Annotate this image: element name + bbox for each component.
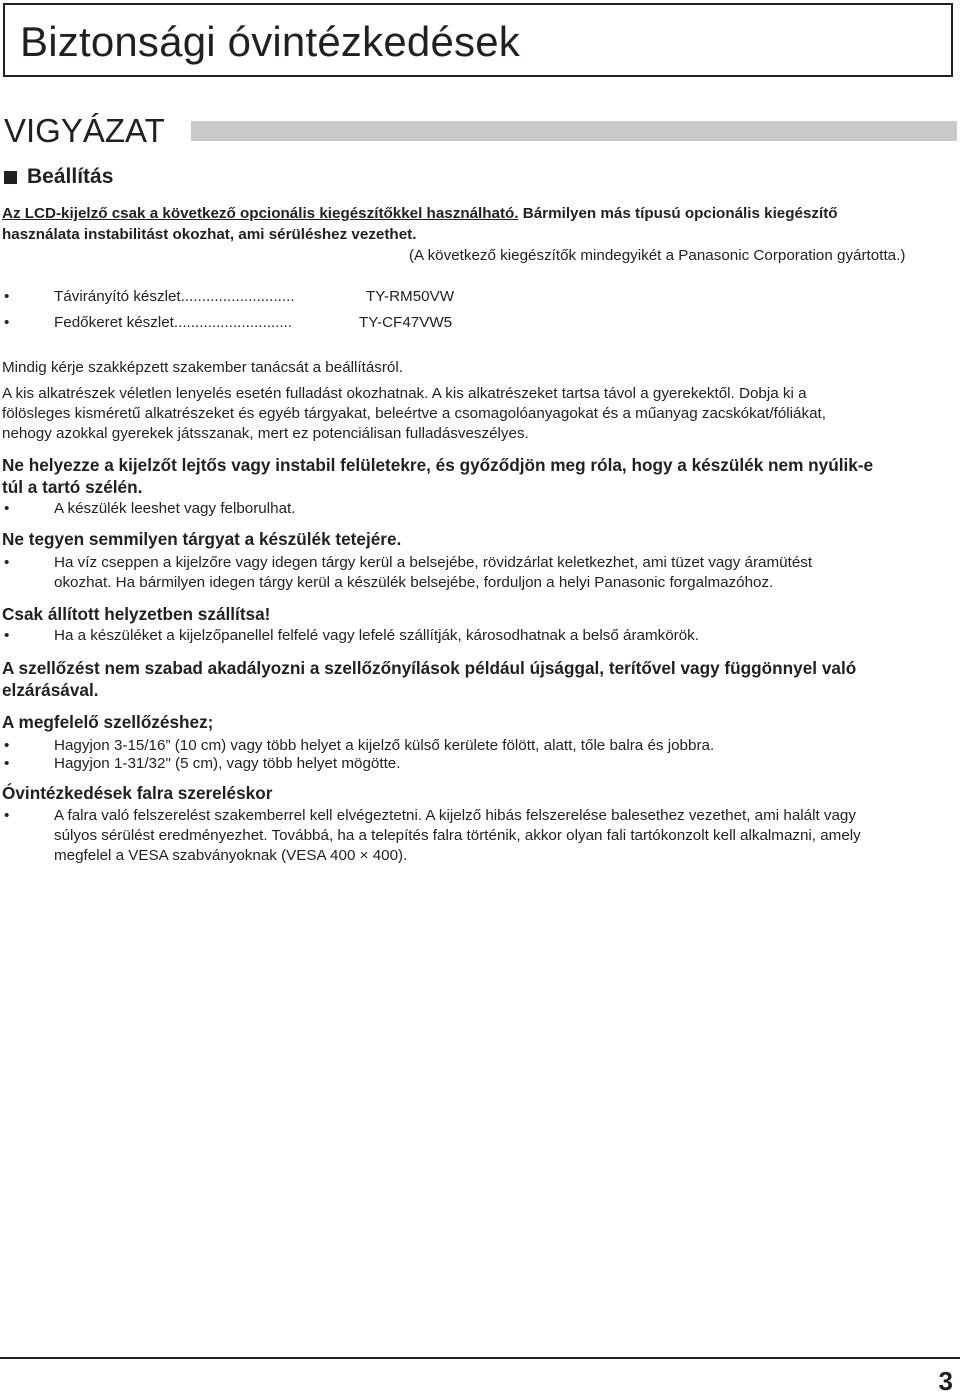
slope-heading-line-1: Ne helyezze a kijelzőt lejtős vagy instabil felületekre, és győződjön meg róla, hogy a készülék nem nyúlik-e [2,455,874,475]
small-parts-line-3: nehogy azokkal gyerekek játsszanak, mert ez potenciálisan fulladásveszélyes. [2,425,529,442]
vent-bullet-text: Hagyjon 3-15/16” (10 cm) vagy több helyet a kijelző külső kerülete fölött, alatt, tőle balra és jobbra. [54,737,715,754]
wall-bullet [4,805,856,826]
bullet: • [4,288,10,305]
wall-bullet-line-2: súlyos sérülést eredményezhet. Továbbá, ha a telepítés falra történik, akkor olyan fali tartókonzolt kell alkalmazni, amely [54,827,861,844]
slope-bullet [4,498,296,519]
bullet: • [4,807,10,824]
intro-underlined: Az LCD-kijelző csak a következő opcionális kiegészítőkkel használható. [2,205,519,222]
warning-heading: VIGYÁZAT [4,112,165,149]
accessory-model: TY-CF47VW5 [359,314,453,331]
objects-bullet-line-1: Ha víz cseppen a kijelzőre vagy idegen tárgy kerül a belsejébe, rövidzárlat keletkezhet, ami tüzet vagy áramütést [54,554,813,571]
accessory-dots: ........................... [180,288,295,305]
vent-heading-line-2: elzárásával. [2,680,99,700]
transport-bullet-text: Ha a készüléket a kijelzőpanellel felfelé vagy lefelé szállítják, károsodhatnak a belső áramkörök. [54,627,699,644]
objects-bullet [4,552,813,573]
accessory-model: TY-RM50VW [366,288,455,305]
transport-heading: Csak állított helyzetben szállítsa! [2,604,271,624]
consult-paragraph: Mindig kérje szakképzett szakember tanácsát a beállításról. [2,359,403,376]
wall-bullet-line-1: A falra való felszerelést szakemberrel kell elvégeztetni. A kijelző hibás felszerelése balesethez vezethet, ami halált vagy [54,807,856,824]
slope-heading-line-2: túl a tartó szélén. [2,477,143,497]
intro-line-2: használata instabilitást okozhat, ami sérüléshez vezethet. [2,226,417,243]
objects-bullet-line-2: okozhat. Ha bármilyen idegen tárgy kerül a készülék belsejébe, forduljon a helyi Panasonic forgalmazóhoz. [54,574,774,591]
bullet: • [4,755,10,772]
intro-bold: Bármilyen más típusú opcionális kiegészítő [518,205,838,222]
bullet: • [4,500,10,517]
title-box [3,3,953,77]
wall-heading: Óvintézkedések falra szereléskor [2,783,273,803]
small-parts-line-2: fölösleges kisméretű alkatrészeket és egyéb tárgyakat, beleértve a csomagolóanyagokat és a műanyag zacskókat/fóliákat, [2,405,826,422]
small-parts-line-1: A kis alkatrészek véletlen lenyelés esetén fulladást okozhatnak. A kis alkatrészeket tartsa távol a gyerekektől. Dobja ki a [2,385,807,402]
intro-note: (A következő kiegészítők mindegyikét a Panasonic Corporation gyártotta.) [409,247,906,264]
vent-bullet-text: Hagyjon 1-31/32" (5 cm), vagy több helyet mögötte. [54,755,401,772]
bullet: • [4,314,10,331]
section-heading [4,163,113,191]
accessory-name: Fedőkeret készlet [54,314,174,331]
vent-bullet [4,753,401,774]
page-title: Biztonsági óvintézkedések [20,18,520,65]
footer-rule [0,1357,960,1359]
accessory-name: Távirányító készlet [54,288,181,305]
page-number: 3 [938,1366,953,1396]
square-bullet-icon [4,171,17,184]
transport-bullet [4,625,699,646]
bullet: • [4,554,10,571]
warning-bar [191,121,957,141]
accessory-dots: ............................ [173,314,293,331]
vent-heading-line-1: A szellőzést nem szabad akadályozni a szellőzőnyílások például újsággal, terítővel vagy függönnyel való [2,658,857,678]
section-title: Beállítás [27,165,114,188]
proper-vent-heading: A megfelelő szellőzéshez; [2,712,214,732]
slope-bullet-text: A készülék leeshet vagy felborulhat. [54,500,296,517]
bullet: • [4,737,10,754]
bullet: • [4,627,10,644]
wall-bullet-line-3: megfelel a VESA szabványoknak (VESA 400 × 400). [54,847,408,864]
objects-heading: Ne tegyen semmilyen tárgyat a készülék tetejére. [2,529,402,549]
intro-line-1 [2,203,838,224]
